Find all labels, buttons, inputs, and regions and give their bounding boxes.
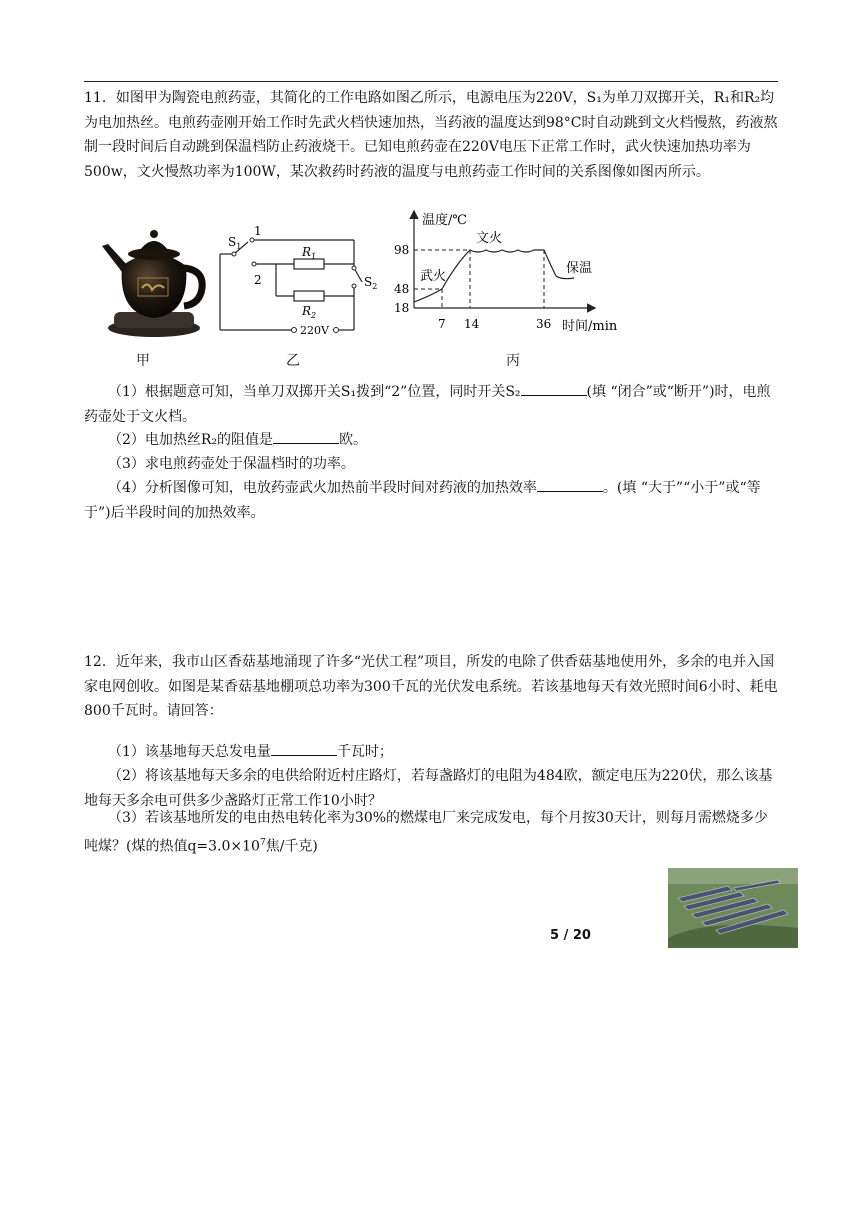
label-wuhuo: 武火: [420, 269, 447, 284]
xtick-14: 14: [464, 317, 480, 331]
kettle-image: [100, 226, 208, 338]
graph-ylabel: 温度/℃: [422, 213, 467, 228]
q11-stem: 11．如图甲为陶瓷电煎药壶，其简化的工作电路如图乙所示，电源电压为220V，S₁为单刀双掷开关，R₁和R₂均为电加热丝。电煎药壶刚开始工作时先武火档快速加热，当药液的温度达到98°C时自动跳到文火档慢熬，药液熬制一段时间后自动跳到保温档防止药液烧干。已知电煎药壶在220V电压下正常工作时，武火快速加热功率为500w，文火慢熬功率为100W，某次救药时药液的温度与电煎药壶工作时间的关系图像如图丙所示。: [84, 90, 778, 180]
caption-yi: 乙: [286, 353, 300, 369]
r2-label: $R_2$: [302, 304, 317, 320]
caption-jia: 甲: [136, 353, 150, 369]
q12-sub1: （1）该基地每天总发电量 千瓦时；: [84, 740, 778, 765]
q11-sub2: （2）电加热丝R₂的阻值是 欧。: [84, 428, 778, 453]
q11-sub3: （3）求电煎药壶处于保温档时的功率。: [108, 456, 355, 472]
label-wenhuo: 文火: [476, 231, 503, 246]
answer-blank[interactable]: [271, 741, 337, 756]
circuit-diagram: [214, 218, 394, 342]
q11-sub4: （4）分析图像可知，电放药壶武火加热前半段时间对药液的加热效率 。(填 “大于”“小于”或“等于”)后半段时间的加热效率。: [84, 476, 778, 525]
answer-blank[interactable]: [521, 381, 587, 396]
temperature-time-graph: [390, 208, 630, 344]
pos2-label: 2: [254, 273, 262, 287]
ytick-98: 98: [394, 243, 410, 257]
pos1-label: 1: [254, 224, 262, 238]
q12-stem: 12．近年来，我市山区香菇基地涌现了许多“光伏工程”项目，所发的电除了供香菇基地使用外，多余的电并入国家电网创收。如图是某香菇基地棚项总功率为300千瓦的光伏发电系统。若该基地每天有效光照时间6小时、耗电800千瓦时。请回答：: [84, 654, 778, 719]
answer-blank[interactable]: [537, 477, 603, 492]
q12-sub2: （2）将该基地每天多余的电供给附近村庄路灯，若每盏路灯的电阻为484欧，额定电压为220伏，那么该基地每天多余电可供多少盏路灯正常工作10小时？: [84, 768, 773, 809]
header-rule: [84, 81, 778, 82]
answer-blank[interactable]: [273, 429, 339, 444]
caption-bing: 丙: [506, 353, 520, 369]
s1-label: $S_1$: [228, 235, 242, 251]
q11-sub1: （1）根据题意可知，当单刀双掷开关S₁拨到“2”位置，同时开关S₂ (填 “闭合”或“断开”)时，电煎药壶处于文火档。: [84, 380, 778, 429]
ytick-48: 48: [394, 282, 410, 296]
xtick-7: 7: [438, 317, 446, 331]
solar-farm-photo: [668, 868, 798, 948]
s2-label: $S_2$: [364, 275, 378, 291]
q12-sub3: （3）若该基地所发的电由热电转化率为30%的燃煤电厂来完成发电，每个月按30天计，则每月需燃烧多少吨煤？(煤的热值$q=3.0\times 10^7$焦/千克): [84, 810, 768, 855]
label-baowen: 保温: [566, 261, 593, 276]
graph-xlabel: 时间/min: [562, 319, 618, 334]
r1-label: $R_1$: [302, 245, 317, 261]
ytick-18: 18: [394, 301, 410, 315]
page-number: 5 / 20: [550, 928, 591, 943]
voltage-label: 220V: [300, 324, 329, 337]
xtick-36: 36: [536, 317, 552, 331]
